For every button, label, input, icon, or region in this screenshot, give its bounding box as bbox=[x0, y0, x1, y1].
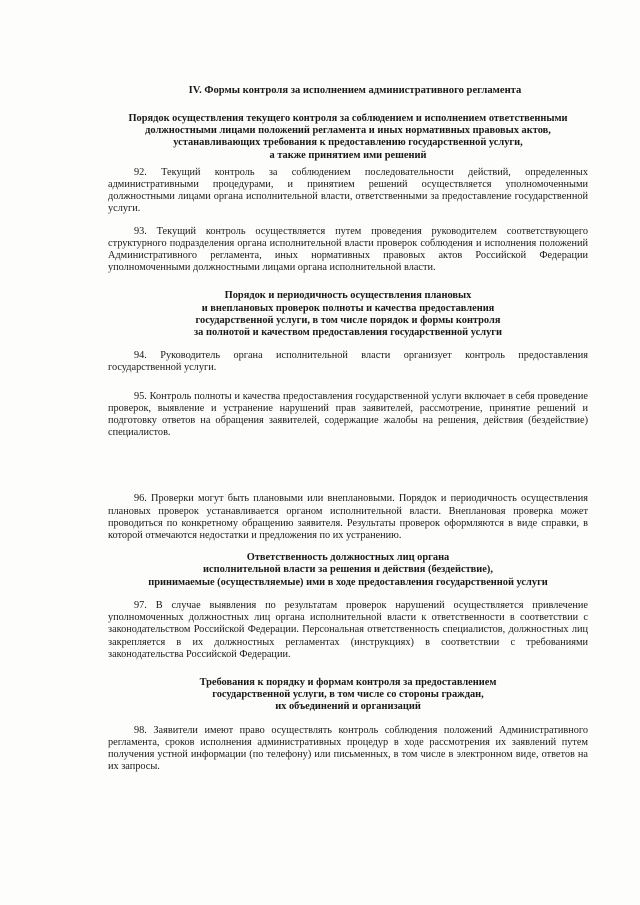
heading-line: Порядок осуществления текущего контроля за соблюдением и исполнением ответственными bbox=[128, 113, 568, 124]
heading-line: Порядок и периодичность осуществления плановых bbox=[224, 290, 472, 302]
paragraph-95: 95. Контроль полноты и качества предоставления государственной услуги включает в себя проведение проверок, выявление и устранение нарушений прав заявителей, рассмотрение, принятие решений и подготовку ответов на обращения заявителей, содержащие жалобы на решения, действия (бездействие) специалистов. bbox=[108, 390, 588, 439]
main-heading: IV. Формы контроля за исполнением административного регламента bbox=[188, 85, 522, 96]
heading-line: а также принятием ими решений bbox=[269, 149, 427, 161]
section-heading bbox=[108, 677, 588, 714]
paragraph-96: 96. Проверки могут быть плановыми или внеплановыми. Порядок и периодичность осуществления плановых проверок устанавливается органом исполнительной власти. Внеплановая проверка может проводиться по конкретному обращению заявителя. Результаты проверок оформляются в виде справки, в которой отмечаются недостатки и предложения по их устранению. bbox=[108, 493, 588, 542]
heading-line: государственной услуги, в том числе со стороны граждан, bbox=[212, 689, 484, 701]
section-heading bbox=[108, 290, 588, 339]
heading-line: и внеплановых проверок полноты и качества предоставления bbox=[201, 302, 495, 314]
heading-line: устанавливающих требования к предоставлению государственной услуги, bbox=[173, 137, 523, 149]
paragraph-92: 92. Текущий контроль за соблюдением последовательности действий, определенных административными процедурами, и принятием решений осуществляется уполномоченными должностными лицами органа исполнительной власти, ответственными за предоставление государственной услуги. bbox=[108, 166, 588, 215]
heading-line: принимаемые (осуществляемые) ими в ходе предоставления государственной услуги bbox=[148, 576, 548, 588]
paragraph-97: 97. В случае выявления по результатам проверок нарушений осуществляется привлечение уполномоченных должностных лиц органа исполнительной власти к ответственности в соответствии с законодательством Российской Федерации. Персональная ответственность специалистов, должностных лиц закрепляется в их должностных регламентах (инструкциях) в соответствии с требованиями законодательства Российской Федерации. bbox=[108, 599, 588, 660]
heading-line: должностными лицами положений регламента и иных нормативных правовых актов, bbox=[145, 125, 551, 137]
paragraph-94: 94. Руководитель органа исполнительной власти организует контроль предоставления государственной услуги. bbox=[108, 350, 588, 374]
paragraph-98: 98. Заявители имеют право осуществлять контроль соблюдения положений Административного регламента, сроков исполнения административных процедур в ходе рассмотрения их заявлений путем получения устной информации (по телефону) или письменных, в том числе в электронном виде, ответов на их запросы. bbox=[108, 724, 588, 773]
heading-line: исполнительной власти за решения и действия (бездействие), bbox=[203, 564, 493, 576]
heading-line: за полнотой и качеством предоставления государственной услуги bbox=[193, 327, 502, 339]
heading-line: Требования к порядку и формам контроля за предоставлением bbox=[199, 676, 497, 688]
heading-line: Ответственность должностных лиц органа bbox=[246, 552, 450, 564]
section-heading bbox=[108, 552, 588, 589]
heading-line: их объединений и организаций bbox=[275, 701, 421, 713]
paragraph-93: 93. Текущий контроль осуществляется путем проведения руководителем соответствующего структурного подразделения органа исполнительной власти проверок соблюдения и исполнения положений Административного регламента, иных нормативных правовых актов Российской Федерации уполномоченными должностными лицами органа исполнительной власти. bbox=[108, 225, 588, 274]
heading-line: государственной услуги, в том числе порядок и формы контроля bbox=[195, 314, 501, 326]
section-heading bbox=[108, 113, 588, 162]
